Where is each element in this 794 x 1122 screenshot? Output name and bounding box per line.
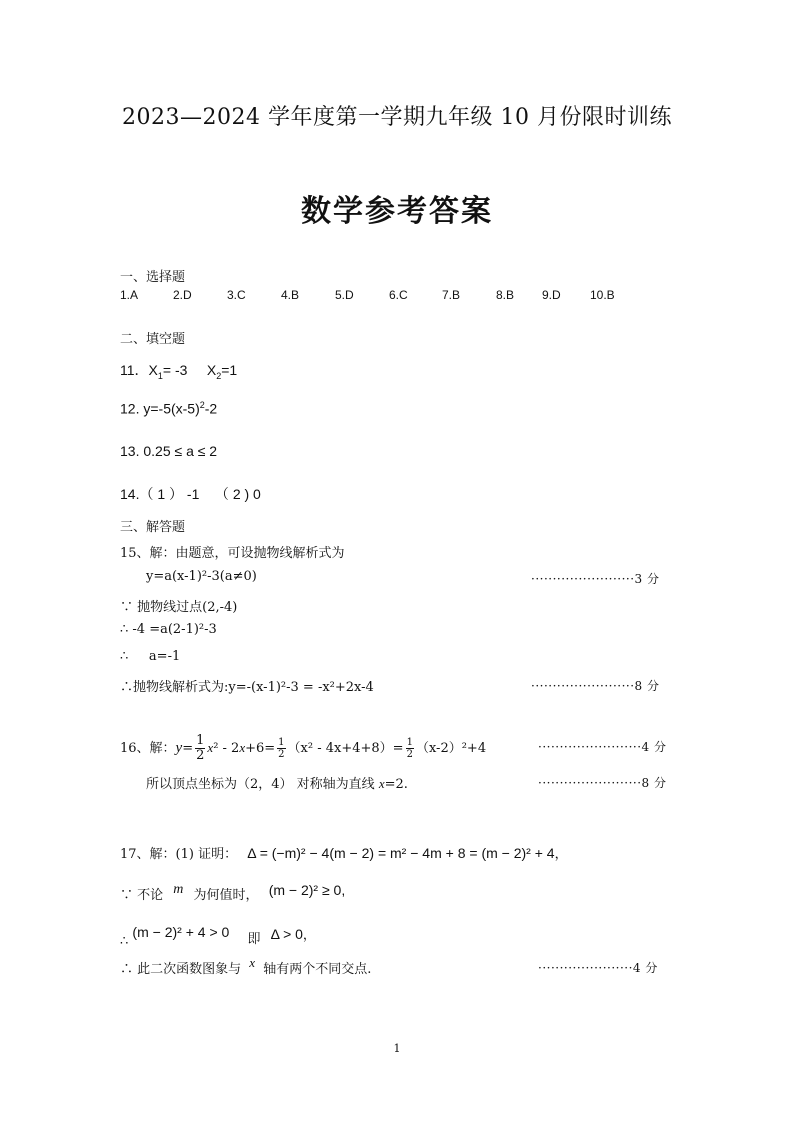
- q15-line: ∴ -4 =a(2-1)²-3: [120, 622, 217, 637]
- choice-answer: 5.D: [335, 288, 354, 302]
- answer-12: 12. $y=-5(x-5)^2-2$: [120, 400, 218, 417]
- document-subtitle: 数学参考答案: [301, 194, 493, 229]
- score-marker: ························4 分: [538, 740, 667, 754]
- page-number: 1: [393, 1042, 401, 1055]
- section-heading-choice: 一、选择题: [120, 270, 186, 285]
- document-title: 2023—2024 学年度第一学期九年级 10 月份限时训练: [122, 105, 672, 130]
- choice-answer: 6.C: [389, 288, 408, 302]
- answer-13: 13. 0.25 ≤ a ≤ 2: [120, 443, 218, 459]
- q17-line: 17、解：(1) 证明： Δ = (−m)² − 4(m − 2) = m² − 4m + 8 = (m − 2)² + 4，: [120, 845, 568, 862]
- answer-11: 11．$X_1= -3$ $X_2=1$: [120, 362, 238, 381]
- choice-answer: 2.D: [173, 288, 192, 302]
- score-marker: ························8 分: [538, 776, 667, 790]
- choice-answer: 7.B: [442, 288, 461, 302]
- q16-line: 16、解：y= $\frac{1}{2}$ x² - 2x+6= $\frac{1}{2}$ （x² - 4x+4+8）= $\frac{1}{2}$ （x-2）²+4: [120, 733, 487, 763]
- choice-answer: 10.B: [590, 288, 615, 302]
- choice-answer: 8.B: [496, 288, 515, 302]
- q15-line: ∴抛物线解析式为:y=-(x-1)²-3 = -x²+2x-4: [120, 680, 374, 695]
- q15-line: ∴ a=-1: [120, 649, 181, 664]
- choice-answer: 9.D: [542, 288, 561, 302]
- choice-answer: 4.B: [281, 288, 300, 302]
- q17-line: ∴ (m − 2)² + 4 > 0 即 Δ > 0，: [120, 924, 316, 949]
- q15-line: 15、解：由题意，可设抛物线解析式为: [120, 546, 345, 561]
- score-marker: ······················4 分: [538, 961, 658, 975]
- score-marker: ························8 分: [531, 679, 660, 693]
- discriminant-expression: Δ = (−m)² − 4(m − 2) = m² − 4m + 8 = (m − 2)² + 4: [247, 845, 555, 861]
- q15-line: y=a(x-1)²-3(a≠0): [146, 569, 257, 584]
- q17-line: ∵ 不论 m 为何值时， (m − 2)² ≥ 0,: [120, 882, 346, 903]
- section-heading-solution: 三、解答题: [120, 520, 186, 535]
- choice-answer: 3.C: [227, 288, 246, 302]
- q17-line: ∴ 此二次函数图象与 x 轴有两个不同交点.: [120, 955, 372, 977]
- q16-line: 所以顶点坐标为（2，4） 对称轴为直线 x=2.: [146, 776, 408, 792]
- answer-14: 14.（ 1 ） -1 （ 2 ) 0: [120, 486, 261, 502]
- score-marker: ························3 分: [531, 572, 660, 586]
- section-heading-fill: 二、填空题: [120, 332, 186, 347]
- choice-answer: 1.A: [120, 288, 139, 302]
- q15-line: ∵ 抛物线过点(2,-4): [120, 600, 238, 615]
